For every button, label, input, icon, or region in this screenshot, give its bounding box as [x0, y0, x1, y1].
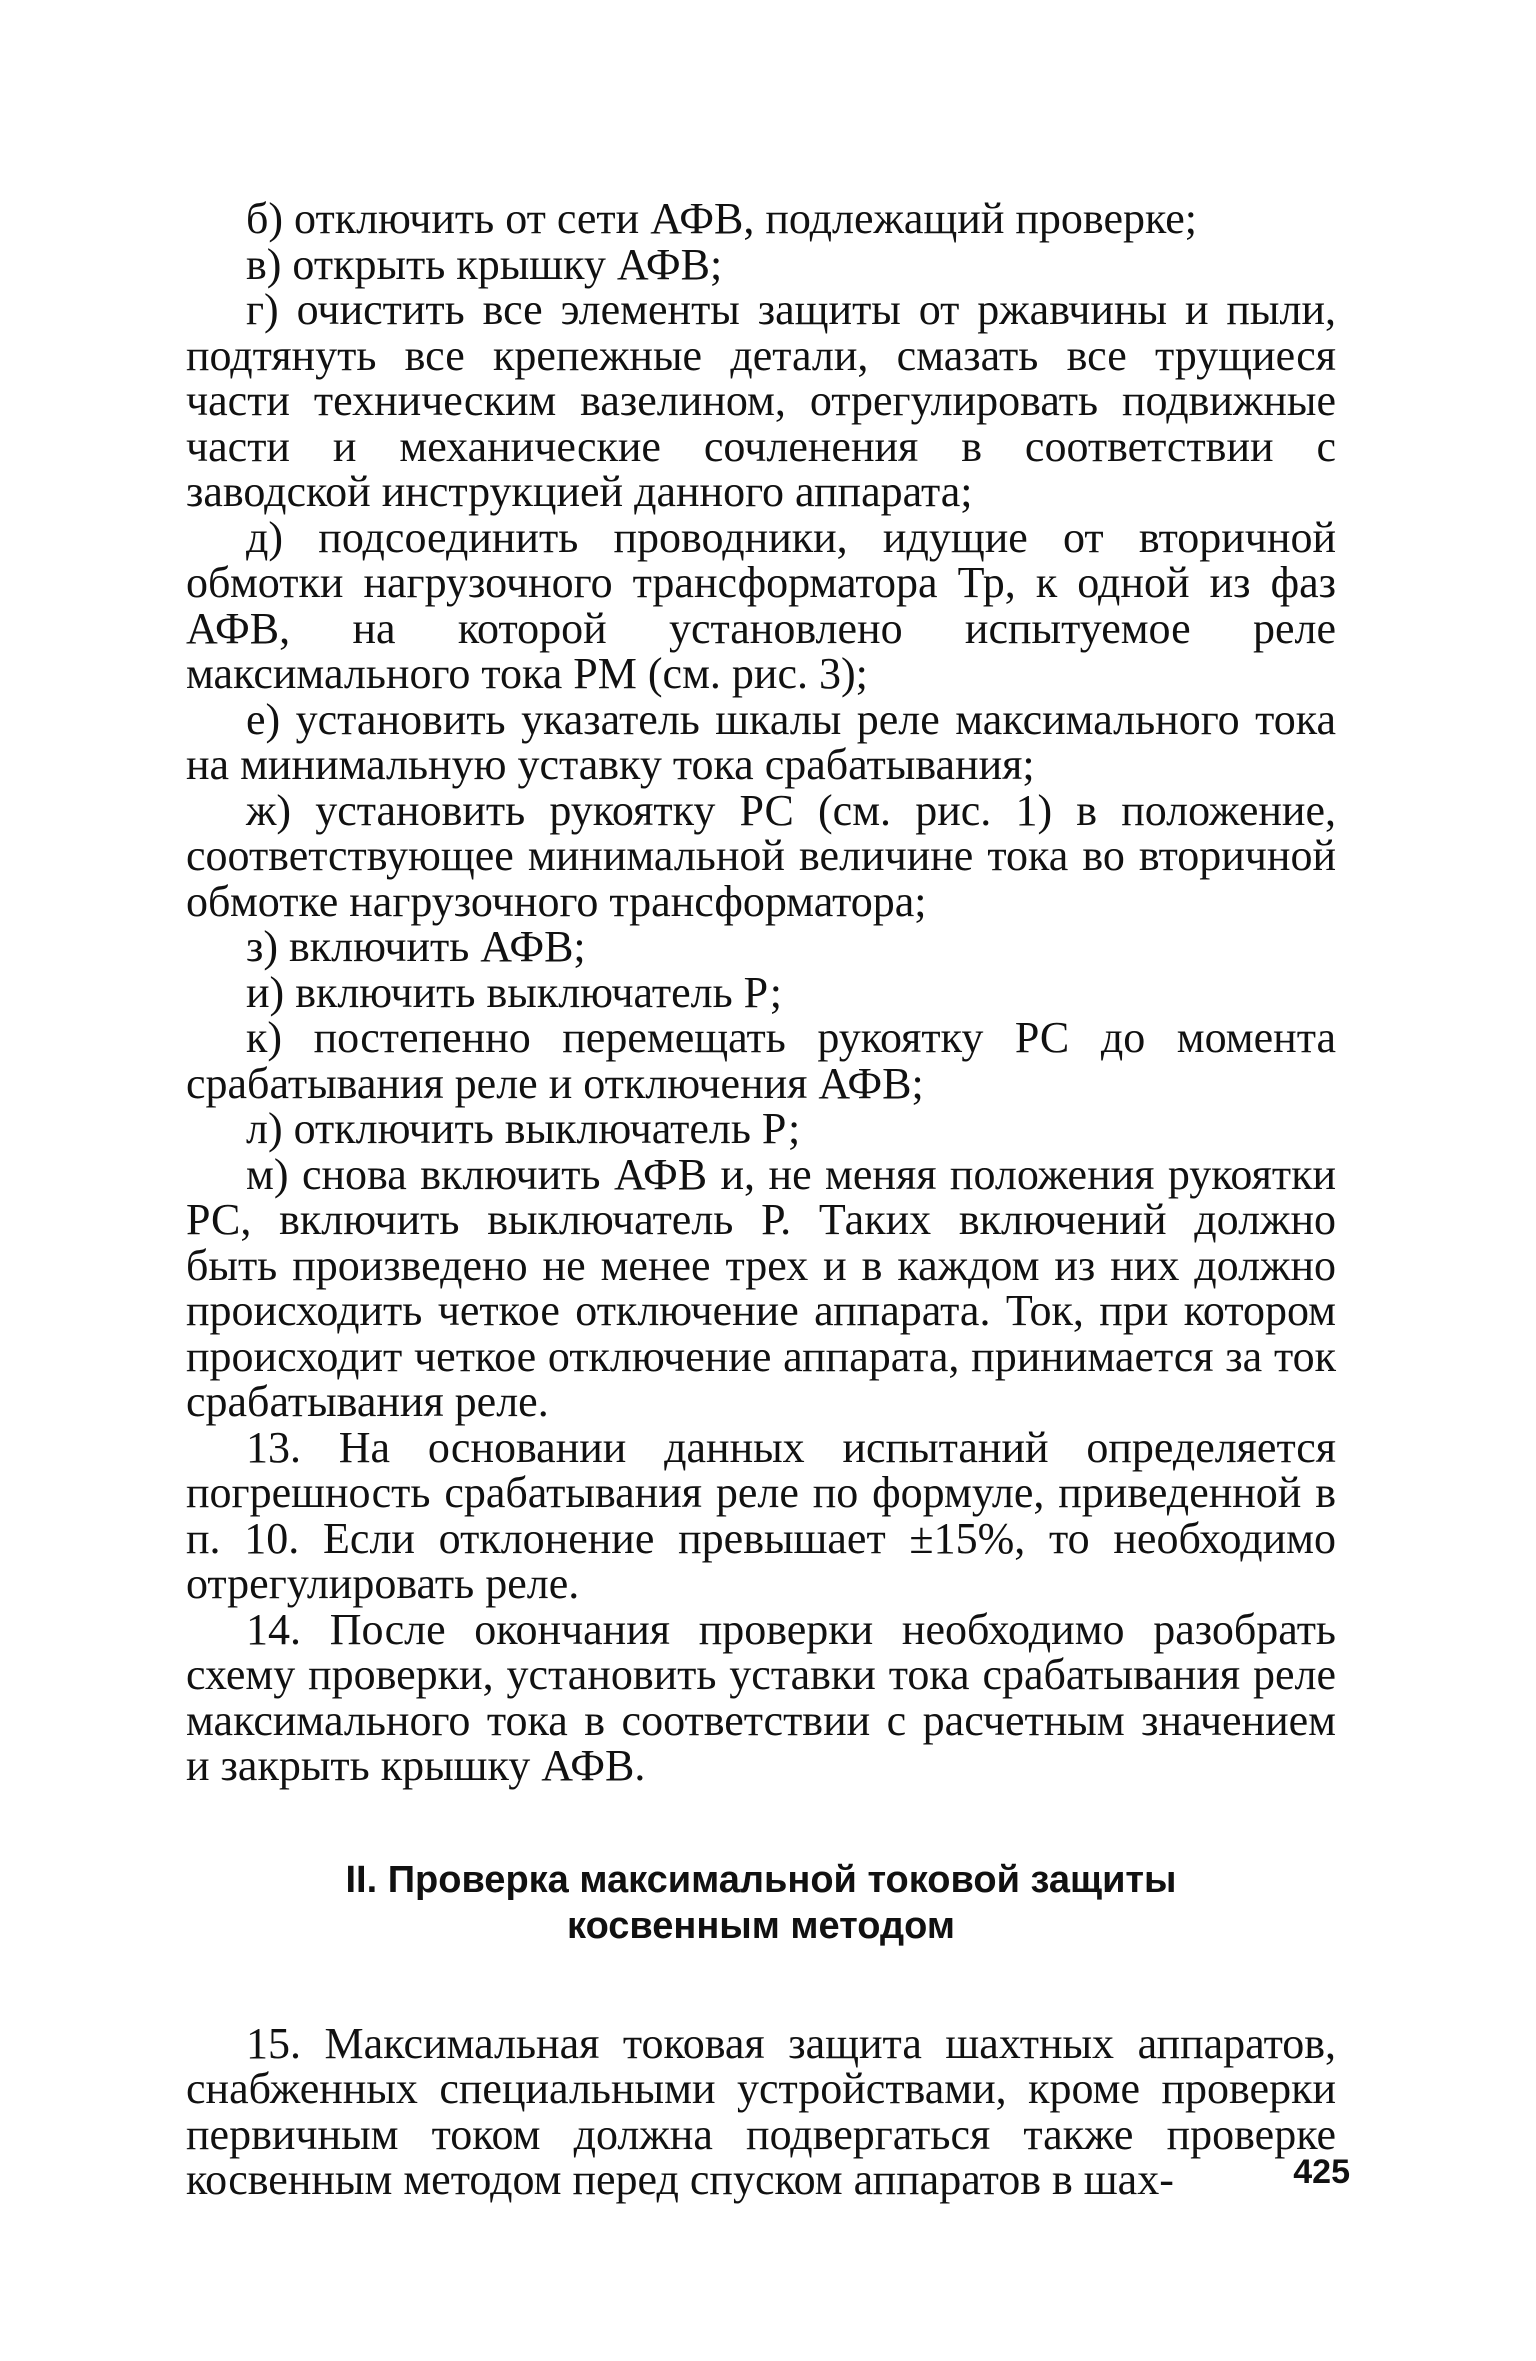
section-heading-line-2: косвенным методом — [567, 1904, 955, 1947]
list-item-l: л) отключить выключатель Р; — [246, 1104, 801, 1153]
list-item-i: и) включить выключатель Р; — [246, 967, 782, 1017]
page-number: 425 — [1293, 2153, 1350, 2191]
list-item-k: к) постепенно перемещать рукоятку РС до момента срабатывания реле и отключения АФВ; — [186, 1013, 1336, 1108]
list-item-e: е) установить указатель шкалы реле максимального тока на минимальную уставку тока срабатывания; — [186, 694, 1336, 789]
list-item-z: з) включить АФВ; — [246, 922, 586, 971]
list-item-v: в) открыть крышку АФВ; — [246, 239, 723, 289]
list-item-b: б) отключить от сети АФВ, подлежащий проверке; — [246, 194, 1198, 243]
list-item-d: д) подсоединить проводники, идущие от вторичной обмотки нагрузочного трансформатора Тр, к одной из фаз АФВ, на которой установлено испытуемое реле максимального тока РМ (см. рис. 3); — [186, 512, 1336, 698]
paragraph-14: 14. После окончания проверки необходимо разобрать схему проверки, установить уставки тока срабатывания реле максимального тока в соответствии с расчетным значением и закрыть крышку АФВ. — [186, 1604, 1336, 1790]
list-item-zh: ж) установить рукоятку РС (см. рис. 1) в положение, соответствующее минимальной величине тока во вторичной обмотке нагрузочного трансформатора; — [186, 785, 1336, 926]
section-heading-line-1: II. Проверка максимальной токовой защиты — [345, 1858, 1177, 1901]
list-item-m: м) снова включить АФВ и, не меняя положения рукоятки РС, включить выключатель Р. Таких включений должно быть произведено не менее трех и в каждом из них должно происходить четкое отключение аппарата. Ток, при котором происходит четкое отключение аппарата, принимается за ток срабатывания реле. — [186, 1149, 1336, 1426]
paragraph-13: 13. На основании данных испытаний определяется погрешность срабатывания реле по формуле, приведенной в п. 10. Если отклонение превышает ±15%, то необходимо отрегулировать реле. — [186, 1422, 1336, 1608]
list-item-g: г) очистить все элементы защиты от ржавчины и пыли, подтянуть все крепежные детали, смазать все трущиеся части техническим вазелином, отрегулировать подвижные части и механические сочленения в соответствии с заводской инструкцией данного аппарата; — [186, 285, 1336, 516]
section-heading — [186, 1857, 1336, 1949]
paragraph-15: 15. Максимальная токовая защита шахтных аппаратов, снабженных специальными устройствами, кроме проверки первичным током должна подвергаться также проверке косвенным методом перед спуском аппаратов в шах- — [186, 2018, 1336, 2204]
page-text-block — [186, 196, 1336, 2203]
